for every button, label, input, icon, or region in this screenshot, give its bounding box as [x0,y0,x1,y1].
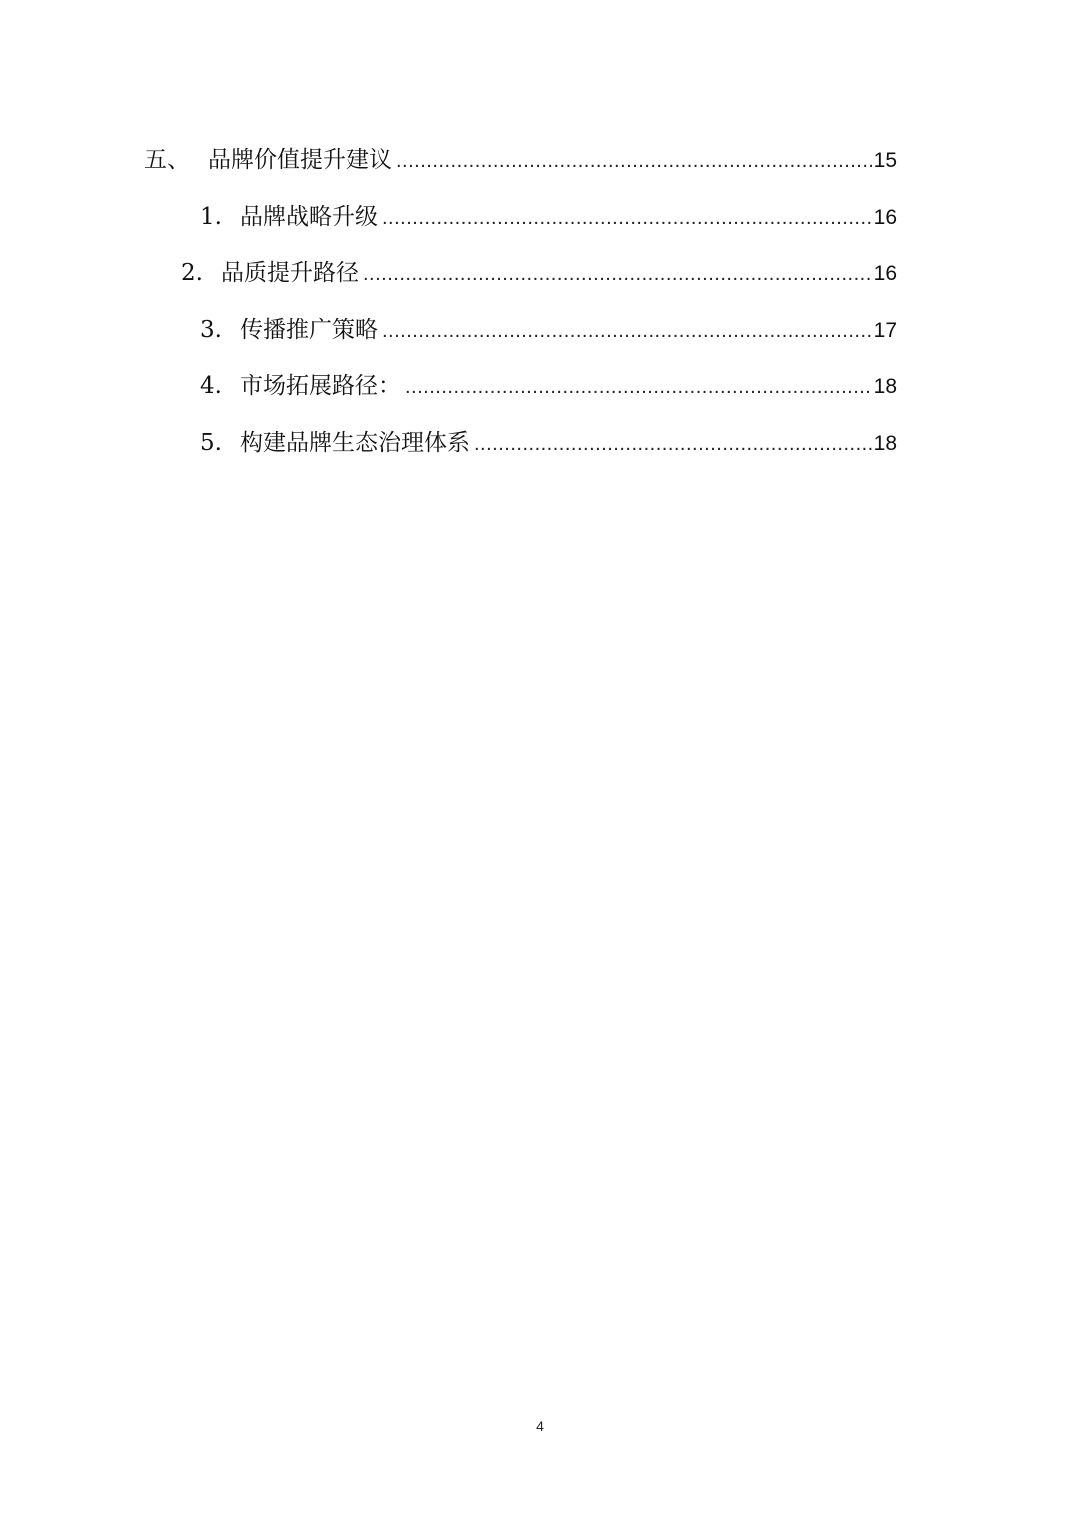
toc-entry-number: 5. [200,430,222,456]
toc-dot-leader [396,144,872,178]
toc-entry-number: 2. [181,260,203,286]
toc-entry-page: 16 [873,262,897,285]
toc-entry-section-1[interactable] [200,200,897,234]
toc-dot-leader [382,201,872,235]
toc-entry-number: 1. [200,204,222,230]
toc-dot-leader [405,370,872,404]
toc-entry-number: 4. [200,373,222,399]
toc-dot-leader [382,314,872,348]
toc-entry-chapter-5[interactable] [144,143,897,177]
table-of-contents [0,0,1080,470]
toc-entry-number: 3. [200,317,222,343]
toc-entry-number: 五、 [144,147,190,173]
toc-entry-section-4[interactable] [200,369,897,403]
toc-entry-title: 构建品牌生态治理体系 [240,430,470,456]
toc-entry-section-3[interactable] [200,313,897,347]
toc-entry-title: 品牌战略升级 [240,204,378,230]
toc-entry-page: 15 [873,149,897,172]
toc-entry-title: 市场拓展路径： [240,373,401,399]
toc-entry-section-2[interactable] [181,256,897,290]
toc-dot-leader [363,257,872,291]
toc-entry-page: 18 [873,375,897,398]
toc-entry-title: 品质提升路径 [221,260,359,286]
toc-entry-title: 传播推广策略 [240,317,378,343]
toc-dot-leader [474,427,872,461]
page-number: 4 [536,1418,544,1434]
toc-entry-page: 18 [873,432,897,455]
toc-entry-title: 品牌价值提升建议 [208,147,392,173]
toc-entry-section-5[interactable] [200,426,897,460]
toc-entry-page: 16 [873,206,897,229]
toc-entry-page: 17 [873,319,897,342]
